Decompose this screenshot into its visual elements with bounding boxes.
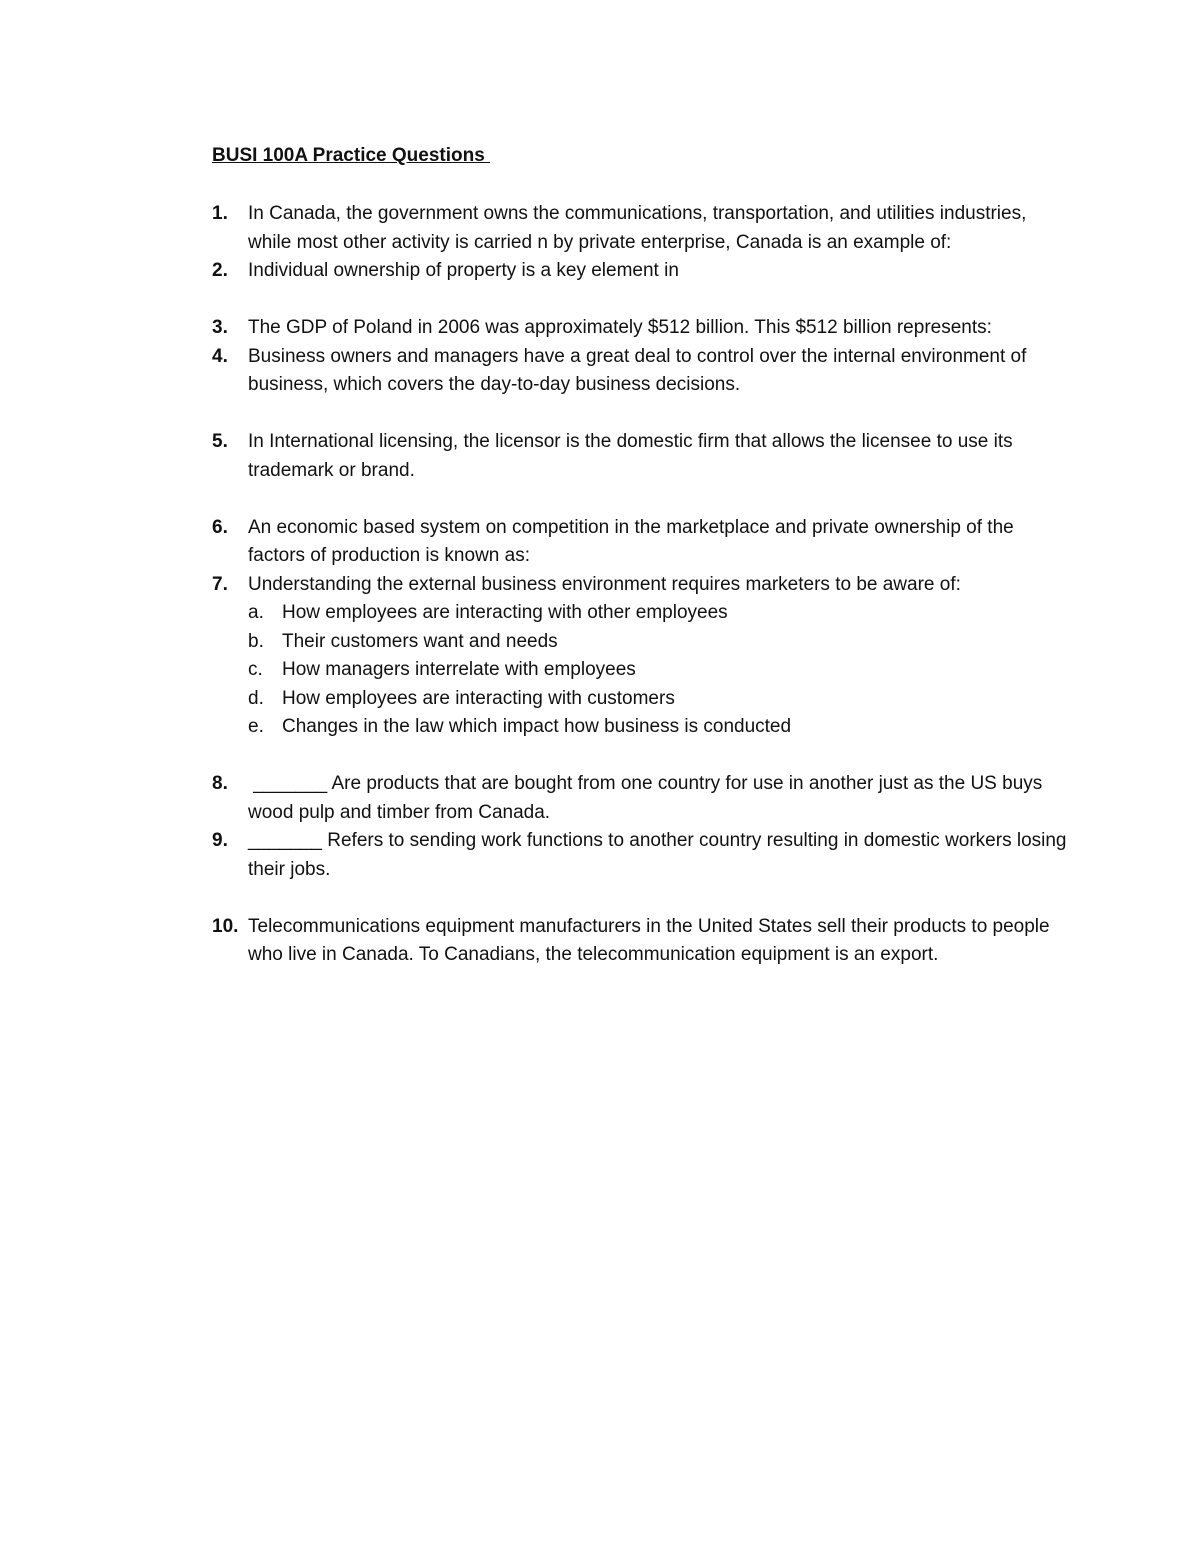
question-text: Business owners and managers have a great deal to control over the internal environment of business, which covers the day-to-day business decisions. <box>248 345 1027 395</box>
question-7-options <box>212 599 1072 742</box>
question-8 <box>212 770 1072 827</box>
question-number: 2. <box>212 260 228 281</box>
question-number: 7. <box>212 573 228 595</box>
question-text: In Canada, the government owns the communications, transportation, and utilities industries, while most other activity is carried n by private enterprise, Canada is an example of: <box>248 203 1027 253</box>
option-text: Their customers want and needs <box>282 630 558 652</box>
option-text: How managers interrelate with employees <box>282 659 636 680</box>
question-number: 1. <box>212 203 228 224</box>
question-text: _______ Are products that are bought from one country for use in another just as the US buys wood pulp and timber from Canada. <box>248 773 1048 823</box>
document-title: BUSI 100A Practice Questions <box>212 145 491 166</box>
question-number: 9. <box>212 830 228 851</box>
question-text: In International licensing, the licensor is the domestic firm that allows the licensee to use its trademark or brand. <box>248 431 1013 481</box>
question-10 <box>212 913 1072 970</box>
option-letter: a. <box>248 602 264 623</box>
option-b <box>212 628 1072 657</box>
question-number: 6. <box>212 516 228 538</box>
option-letter: c. <box>248 659 263 680</box>
blank-line <box>212 742 1072 771</box>
option-text: How employees are interacting with customers <box>282 687 675 709</box>
blank-line <box>212 400 1072 429</box>
option-letter: e. <box>248 716 264 737</box>
blank-line <box>212 485 1072 514</box>
option-c <box>212 656 1072 685</box>
question-number: 10. <box>212 915 239 937</box>
question-number: 3. <box>212 317 228 338</box>
question-3 <box>212 314 1072 343</box>
question-text: Understanding the external business environment requires marketers to be aware of: <box>248 573 961 595</box>
question-7 <box>212 571 1072 600</box>
question-text: Telecommunications equipment manufacturers in the United States sell their products to people who live in Canada. To Canadians, the telecommunication equipment is an export. <box>248 915 1050 965</box>
question-text: The GDP of Poland in 2006 was approximately $512 billion. This $512 billion represents: <box>248 317 992 338</box>
question-text: Individual ownership of property is a key element in <box>248 260 679 281</box>
option-a <box>212 599 1072 628</box>
question-list <box>212 200 1072 970</box>
option-text: Changes in the law which impact how business is conducted <box>282 716 792 737</box>
question-text: An economic based system on competition in the marketplace and private ownership of the factors of production is known as: <box>248 516 1014 566</box>
question-5 <box>212 428 1072 485</box>
option-letter: b. <box>248 630 264 652</box>
option-letter: d. <box>248 687 264 709</box>
blank-line <box>212 884 1072 913</box>
question-6 <box>212 514 1072 571</box>
question-9 <box>212 827 1072 884</box>
option-text: How employees are interacting with other employees <box>282 602 728 623</box>
question-1 <box>212 200 1072 257</box>
question-number: 8. <box>212 773 228 794</box>
question-number: 4. <box>212 345 228 367</box>
question-4 <box>212 343 1072 400</box>
question-text: _______ Refers to sending work functions to another country resulting in domestic workers losing their jobs. <box>248 830 1067 880</box>
option-d <box>212 685 1072 714</box>
question-number: 5. <box>212 431 228 452</box>
question-2 <box>212 257 1072 286</box>
blank-line <box>212 286 1072 315</box>
option-e <box>212 713 1072 742</box>
option-list <box>212 599 1072 742</box>
